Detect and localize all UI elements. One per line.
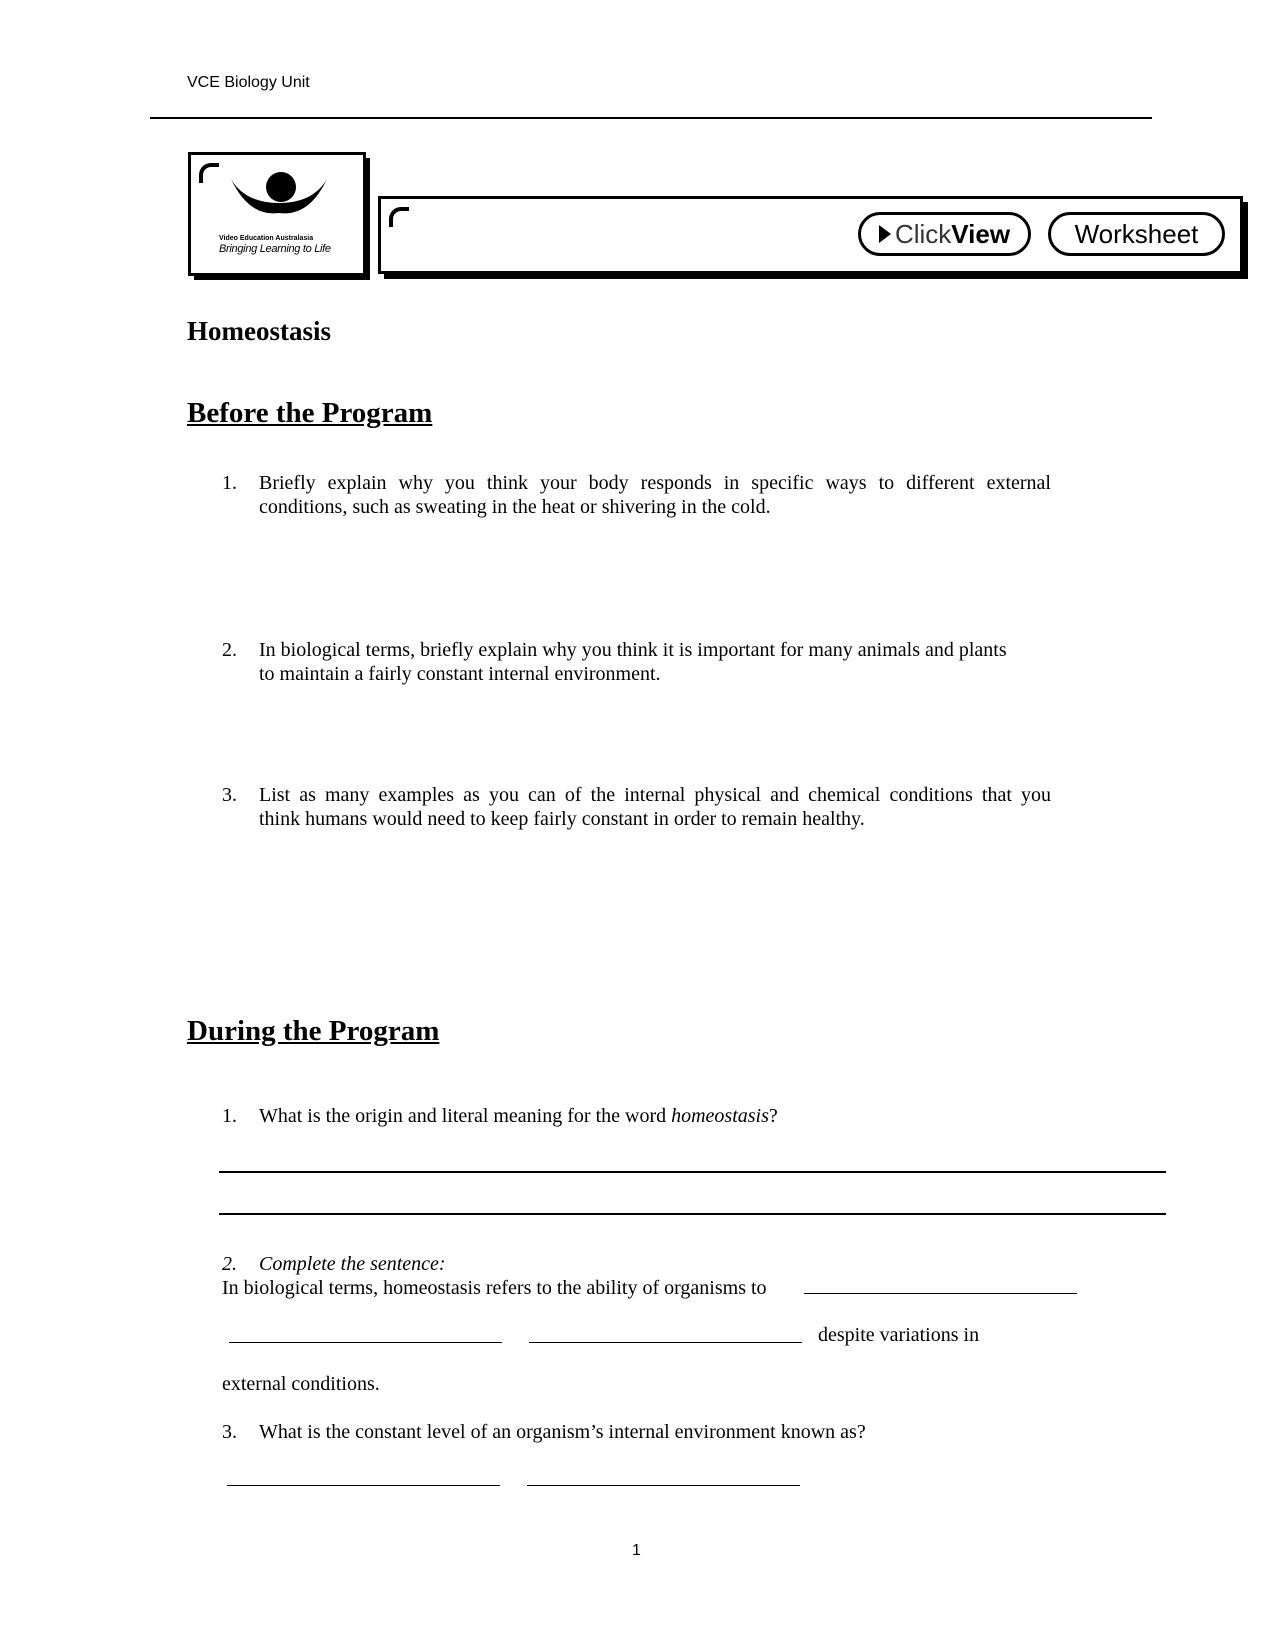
question-number: 2. — [222, 639, 237, 661]
question-number: 2. — [222, 1253, 237, 1275]
blank-line[interactable] — [229, 1342, 502, 1343]
sentence-line-3: external conditions. — [222, 1373, 380, 1395]
blank-line[interactable] — [227, 1485, 500, 1486]
running-header: VCE Biology Unit — [187, 74, 310, 91]
sentence-line-1: In biological terms, homeostasis refers to the ability of organisms to — [222, 1277, 767, 1299]
question-text-line: In biological terms, briefly explain why you think it is important for many animals and plants — [259, 639, 1007, 661]
question-number: 3. — [222, 1421, 237, 1443]
play-icon — [879, 225, 891, 243]
question-number: 3. — [222, 784, 237, 806]
clickview-badge — [858, 212, 1031, 256]
question-text-line: conditions, such as sweating in the heat or shivering in the cold. — [259, 496, 771, 518]
answer-line[interactable] — [219, 1171, 1166, 1173]
logo-figure-head-icon — [266, 172, 296, 202]
question-prompt: Complete the sentence: — [259, 1253, 446, 1275]
question-text: What is the constant level of an organism’s internal environment known as? — [259, 1421, 866, 1443]
logo-org-name: Video Education Australasia — [219, 235, 314, 242]
question-number: 1. — [222, 1105, 237, 1127]
during-program-heading: During the Program — [187, 1015, 440, 1047]
question-text-line: to maintain a fairly constant internal environment. — [259, 663, 661, 685]
question-text-line: List as many examples as you can of the internal physical and chemical conditions that you — [259, 784, 1051, 806]
program-banner — [378, 196, 1243, 274]
question-text-line: think humans would need to keep fairly constant in order to remain healthy. — [259, 808, 865, 830]
logo-tagline: Bringing Learning to Life — [219, 243, 331, 255]
question-text — [259, 1104, 778, 1128]
blank-line[interactable] — [529, 1342, 802, 1343]
before-program-heading: Before the Program — [187, 397, 433, 429]
question-number: 1. — [222, 472, 237, 494]
logo-figure-arms-icon — [229, 177, 329, 217]
blank-line[interactable] — [527, 1485, 800, 1486]
question-text-italic: homeostasis — [671, 1105, 769, 1127]
question-text-plain: What is the origin and literal meaning for the word — [259, 1105, 672, 1127]
header-rule — [150, 117, 1152, 119]
question-text-end: ? — [768, 1105, 778, 1127]
question-text-line: Briefly explain why you think your body responds in specific ways to different external — [259, 472, 1051, 494]
corner-mark-icon — [199, 163, 219, 183]
page-number: 1 — [632, 1542, 641, 1559]
corner-mark-icon — [389, 207, 409, 227]
clickview-light-text: Click — [894, 218, 952, 249]
page-title: Homeostasis — [187, 316, 331, 346]
answer-line[interactable] — [219, 1213, 1166, 1215]
sentence-mid-text: despite variations in — [818, 1324, 980, 1346]
worksheet-badge: Worksheet — [1048, 212, 1225, 256]
clickview-bold-text: View — [951, 218, 1011, 249]
blank-line[interactable] — [804, 1293, 1077, 1294]
vea-logo — [188, 152, 366, 276]
